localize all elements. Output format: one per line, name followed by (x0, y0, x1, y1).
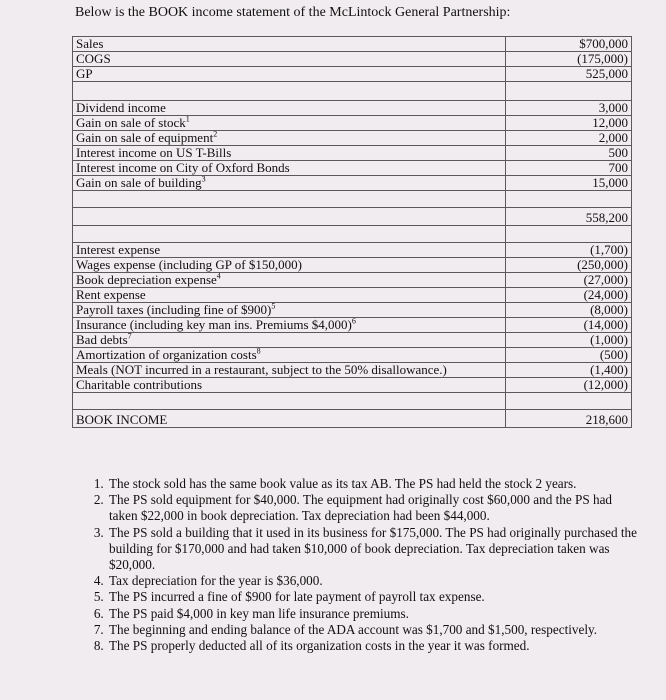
table-row (73, 258, 632, 273)
footnote-marker: 7 (127, 331, 132, 341)
table-row (73, 37, 632, 52)
table-row (73, 131, 632, 146)
blank-row (73, 226, 632, 243)
row-label: Gain on sale of building$^3$ (73, 176, 506, 191)
footnote-item: 5. The PS incurred a fine of $900 for late payment of payroll tax expense. (107, 589, 642, 605)
row-amount: (250,000) (506, 258, 632, 273)
row-amount: (27,000) (506, 273, 632, 288)
row-amount: 525,000 (506, 67, 632, 82)
row-label: Insurance (including key man ins. Premiums $4,000)$^6$ (73, 318, 506, 333)
table-row (73, 67, 632, 82)
footnote-marker: 8 (256, 346, 261, 356)
table-row (73, 52, 632, 67)
row-label: Dividend income (73, 101, 506, 116)
footnote-marker: 6 (351, 316, 356, 326)
row-label: Gain on sale of equipment$^2$ (73, 131, 506, 146)
row-label: GP (73, 67, 506, 82)
row-amount: 700 (506, 161, 632, 176)
row-label: Sales (73, 37, 506, 52)
table-row (73, 243, 632, 258)
row-amount: $700,000 (506, 37, 632, 52)
page-heading: Below is the BOOK income statement of the McLintock General Partnership: (75, 5, 511, 20)
table-row (73, 288, 632, 303)
row-amount: (24,000) (506, 288, 632, 303)
blank-row (73, 393, 632, 410)
table-row (73, 176, 632, 191)
footnote-marker: 1 (185, 114, 190, 124)
footnote-item: 2. The PS sold equipment for $40,000. The equipment had originally cost $60,000 and the PS had taken $22,000 in book depreciation. Tax depreciation had been $44,000. (107, 492, 642, 524)
footnote-marker: 4 (216, 271, 221, 281)
row-amount: (1,000) (506, 333, 632, 348)
footnote-marker: 2 (213, 129, 218, 139)
row-label: Wages expense (including GP of $150,000) (73, 258, 506, 273)
table-row (73, 333, 632, 348)
book-income-amount: 218,600 (506, 410, 632, 428)
row-amount: (1,700) (506, 243, 632, 258)
book-income-row (73, 410, 632, 428)
row-label: Bad debts$^7$ (73, 333, 506, 348)
row-amount: (8,000) (506, 303, 632, 318)
blank-row (73, 82, 632, 101)
row-amount: (1,400) (506, 363, 632, 378)
row-amount: 500 (506, 146, 632, 161)
row-amount: 12,000 (506, 116, 632, 131)
footnote-marker: 3 (201, 174, 206, 184)
table-row (73, 116, 632, 131)
row-amount: (12,000) (506, 378, 632, 393)
footnote-item: 7. The beginning and ending balance of the ADA account was $1,700 and $1,500, respectively. (107, 622, 642, 638)
footnote-item: 6. The PS paid $4,000 in key man life insurance premiums. (107, 606, 642, 622)
row-label: Book depreciation expense$^4$ (73, 273, 506, 288)
footnote-item: 3. The PS sold a building that it used in its business for $175,000. The PS had originally purchased the building for $170,000 and had taken $10,000 of book depreciation. Tax depreciation taken was $20,000. (107, 525, 642, 574)
row-label: Payroll taxes (including fine of $900)$^5$ (73, 303, 506, 318)
table-row (73, 363, 632, 378)
footnote-item: 4. Tax depreciation for the year is $36,000. (107, 573, 642, 589)
row-amount: (500) (506, 348, 632, 363)
table-row (73, 318, 632, 333)
footnote-marker: 5 (271, 301, 276, 311)
row-label: Rent expense (73, 288, 506, 303)
row-label: Gain on sale of stock$^1$ (73, 116, 506, 131)
footnote-item: 1. The stock sold has the same book value as its tax AB. The PS had held the stock 2 years. (107, 476, 642, 492)
footnote-item: 8. The PS properly deducted all of its organization costs in the year it was formed. (107, 638, 642, 654)
table-row (73, 303, 632, 318)
table-row (73, 348, 632, 363)
row-label: Charitable contributions (73, 378, 506, 393)
subtotal-amount: 558,200 (506, 208, 632, 226)
income-statement-table (72, 36, 632, 428)
table-row (73, 161, 632, 176)
row-label: Meals (NOT incurred in a restaurant, subject to the 50% disallowance.) (73, 363, 506, 378)
table-row (73, 101, 632, 116)
row-label: COGS (73, 52, 506, 67)
row-label: Interest income on US T-Bills (73, 146, 506, 161)
blank-row (73, 191, 632, 208)
book-income-label: BOOK INCOME (73, 410, 506, 428)
table-row (73, 146, 632, 161)
footnotes-list (85, 476, 642, 654)
row-amount: 15,000 (506, 176, 632, 191)
row-amount: 3,000 (506, 101, 632, 116)
row-amount: 2,000 (506, 131, 632, 146)
table-row (73, 273, 632, 288)
row-label: Amortization of organization costs$^8$ (73, 348, 506, 363)
row-label: Interest income on City of Oxford Bonds (73, 161, 506, 176)
table-row (73, 378, 632, 393)
row-label: Interest expense (73, 243, 506, 258)
row-amount: (175,000) (506, 52, 632, 67)
subtotal-row (73, 208, 632, 226)
row-amount: (14,000) (506, 318, 632, 333)
